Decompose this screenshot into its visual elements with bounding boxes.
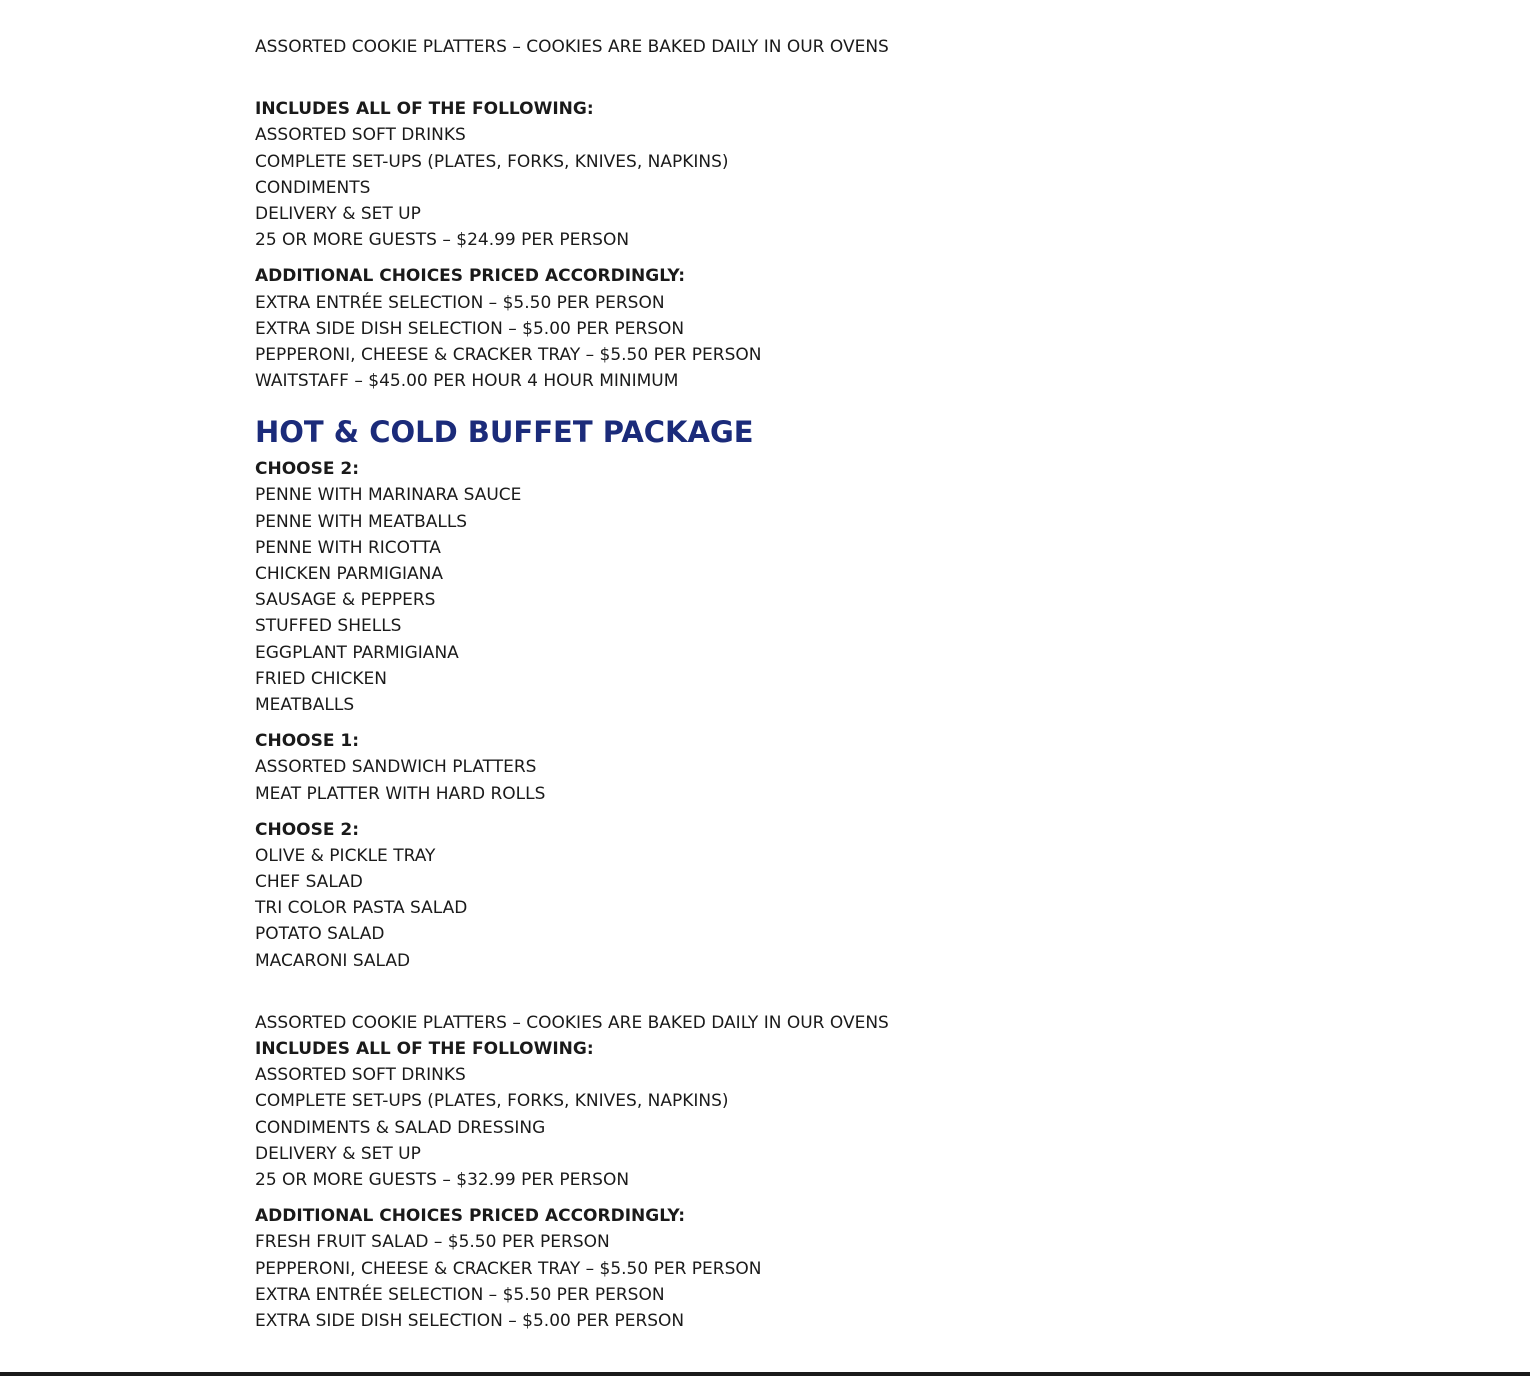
list-item: COMPLETE SET-UPS (PLATES, FORKS, KNIVES, NAPKINS)	[255, 1091, 729, 1112]
price-line: 25 OR MORE GUESTS – $32.99 PER PERSON	[255, 1169, 630, 1190]
list-item: DELIVERY & SET UP	[255, 1143, 421, 1164]
list-item: WAITSTAFF – $45.00 PER HOUR 4 HOUR MINIMUM	[255, 371, 679, 392]
list-item: EGGPLANT PARMIGIANA	[255, 642, 459, 663]
list-item: PENNE WITH RICOTTA	[255, 537, 441, 558]
footer-divider	[0, 1372, 1530, 1376]
list-item: PENNE WITH MEATBALLS	[255, 511, 468, 532]
cookie-platter-line: ASSORTED COOKIE PLATTERS – COOKIES ARE BAKED DAILY IN OUR OVENS	[255, 37, 889, 57]
list-item: CHEF SALAD	[255, 872, 363, 893]
list-item: MEATBALLS	[255, 694, 355, 715]
list-item: SAUSAGE & PEPPERS	[255, 590, 436, 611]
list-item: PEPPERONI, CHEESE & CRACKER TRAY – $5.50 PER PERSON	[255, 1258, 762, 1279]
list-item: STUFFED SHELLS	[255, 616, 402, 637]
list-item: EXTRA SIDE DISH SELECTION – $5.00 PER PERSON	[255, 1310, 685, 1331]
list-item: EXTRA ENTRÉE SELECTION – $5.50 PER PERSON	[255, 1284, 665, 1305]
list-item: PEPPERONI, CHEESE & CRACKER TRAY – $5.50 PER PERSON	[255, 344, 762, 365]
list-item: ASSORTED SANDWICH PLATTERS	[255, 757, 537, 778]
list-item: COMPLETE SET-UPS (PLATES, FORKS, KNIVES, NAPKINS)	[255, 151, 729, 172]
cookie-platter-line: ASSORTED COOKIE PLATTERS – COOKIES ARE BAKED DAILY IN OUR OVENS	[255, 1012, 889, 1033]
list-item: CONDIMENTS & SALAD DRESSING	[255, 1117, 546, 1138]
list-item: ASSORTED SOFT DRINKS	[255, 1065, 466, 1086]
list-item: FRESH FRUIT SALAD – $5.50 PER PERSON	[255, 1232, 610, 1253]
includes-heading: INCLUDES ALL OF THE FOLLOWING:	[255, 99, 594, 120]
price-line: 25 OR MORE GUESTS – $24.99 PER PERSON	[255, 230, 630, 251]
list-item: MEAT PLATTER WITH HARD ROLLS	[255, 783, 546, 804]
choose-heading: CHOOSE 1:	[255, 731, 360, 752]
list-item: EXTRA ENTRÉE SELECTION – $5.50 PER PERSON	[255, 292, 665, 313]
list-item: FRIED CHICKEN	[255, 668, 387, 689]
includes-heading: INCLUDES ALL OF THE FOLLOWING:	[255, 1039, 594, 1059]
list-item: MACARONI SALAD	[255, 950, 411, 971]
list-item: POTATO SALAD	[255, 924, 385, 945]
list-item: ASSORTED SOFT DRINKS	[255, 125, 466, 146]
package-title: HOT & COLD BUFFET PACKAGE	[255, 415, 754, 450]
choose-heading: CHOOSE 2:	[255, 459, 360, 480]
list-item: CHICKEN PARMIGIANA	[255, 564, 443, 584]
additional-choices-heading: ADDITIONAL CHOICES PRICED ACCORDINGLY:	[255, 266, 686, 287]
menu-content	[255, 34, 1255, 1334]
list-item: TRI COLOR PASTA SALAD	[255, 898, 468, 919]
additional-choices-heading: ADDITIONAL CHOICES PRICED ACCORDINGLY:	[255, 1206, 686, 1227]
choose-heading: CHOOSE 2:	[255, 819, 360, 840]
list-item: CONDIMENTS	[255, 177, 371, 198]
list-item: DELIVERY & SET UP	[255, 203, 421, 224]
list-item: PENNE WITH MARINARA SAUCE	[255, 485, 522, 506]
list-item: EXTRA SIDE DISH SELECTION – $5.00 PER PERSON	[255, 318, 685, 339]
list-item: OLIVE & PICKLE TRAY	[255, 845, 436, 866]
